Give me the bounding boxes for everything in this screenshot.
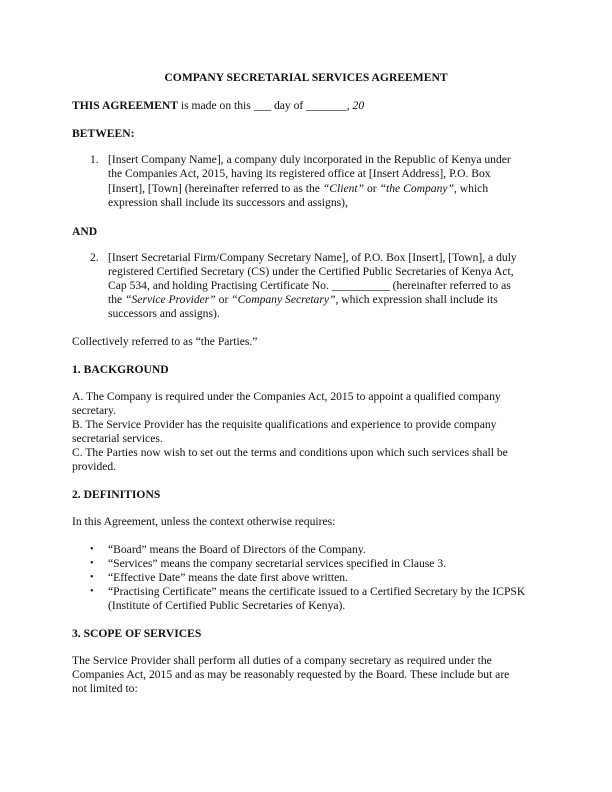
bullet-icon: • <box>90 558 94 569</box>
background-line: A. The Company is required under the Companies Act, 2015 to appoint a qualified company <box>72 390 501 403</box>
and-heading: AND <box>72 225 98 238</box>
background-heading: 1. BACKGROUND <box>72 363 169 376</box>
party-2-line: successors and assigns). <box>108 307 220 320</box>
background-line: secretarial services. <box>72 432 163 445</box>
bullet-icon: • <box>90 586 94 597</box>
text: or <box>364 182 380 195</box>
party-2-line: Cap 534, and holding Practising Certificate No. __________ (hereinafter referred to as <box>108 279 511 292</box>
company-secretary-term: “Company Secretary” <box>231 293 336 306</box>
background-line: secretary. <box>72 404 116 417</box>
scope-line: The Service Provider shall perform all duties of a company secretary as required under the <box>72 654 492 667</box>
collectively-text: Collectively referred to as “the Parties.” <box>72 335 258 348</box>
client-term: “Client” <box>322 182 365 195</box>
definitions-intro: In this Agreement, unless the context otherwise requires: <box>72 515 336 528</box>
bullet-icon: • <box>90 544 94 555</box>
text: , which expression shall include its <box>335 293 498 306</box>
definition-item: “Practising Certificate” means the certificate issued to a Certified Secretary by the ICPSK <box>108 585 526 598</box>
company-term: “the Company” <box>379 182 454 195</box>
scope-heading: 3. SCOPE OF SERVICES <box>72 627 202 640</box>
party-2-line <box>108 293 498 307</box>
party-1-line: [Insert Company Name], a company duly incorporated in the Republic of Kenya under <box>108 153 511 166</box>
bullet-icon: • <box>90 572 94 583</box>
background-line: provided. <box>72 460 117 473</box>
definition-item: “Services” means the company secretarial services specified in Clause 3. <box>108 557 447 570</box>
definition-item: “Board” means the Board of Directors of the Company. <box>108 543 366 556</box>
party-2-line: [Insert Secretarial Firm/Company Secretary Name], of P.O. Box [Insert], [Town], a duly <box>108 251 517 264</box>
party-1-line: expression shall include its successors and assigns), <box>108 196 348 209</box>
text: [Insert], [Town] (hereinafter referred to as the <box>108 182 323 195</box>
intro-year: 20 <box>352 99 365 112</box>
definition-item: “Effective Date” means the date first above written. <box>108 571 348 584</box>
definition-item-continued: (Institute of Certified Public Secretaries of Kenya). <box>108 599 346 612</box>
party-2-number: 2. <box>90 251 99 264</box>
definitions-heading: 2. DEFINITIONS <box>72 488 161 501</box>
intro-text: is made on this ___ day of _______, <box>177 99 353 112</box>
text: , which <box>453 182 489 195</box>
party-1-number: 1. <box>90 153 99 166</box>
scope-line: not limited to: <box>72 682 138 695</box>
service-provider-term: “Service Provider” <box>125 293 216 306</box>
agreement-intro <box>72 99 364 113</box>
party-2-line: registered Certified Secretary (CS) under the Certified Public Secretaries of Kenya Act, <box>108 265 514 278</box>
text: the <box>108 293 126 306</box>
background-line: B. The Service Provider has the requisite qualifications and experience to provide company <box>72 418 497 431</box>
text: or <box>215 293 232 306</box>
intro-bold: THIS AGREEMENT <box>72 99 178 112</box>
document-title: COMPANY SECRETARIAL SERVICES AGREEMENT <box>164 71 448 84</box>
party-1-line <box>108 182 488 196</box>
scope-line: Companies Act, 2015 and as may be reasonably requested by the Board. These include but are <box>72 668 510 681</box>
party-1-line: the Companies Act, 2015, having its registered office at [Insert Address], P.O. Box <box>108 167 491 180</box>
between-heading: BETWEEN: <box>72 127 135 140</box>
background-line: C. The Parties now wish to set out the terms and conditions upon which such services shall be <box>72 446 508 459</box>
